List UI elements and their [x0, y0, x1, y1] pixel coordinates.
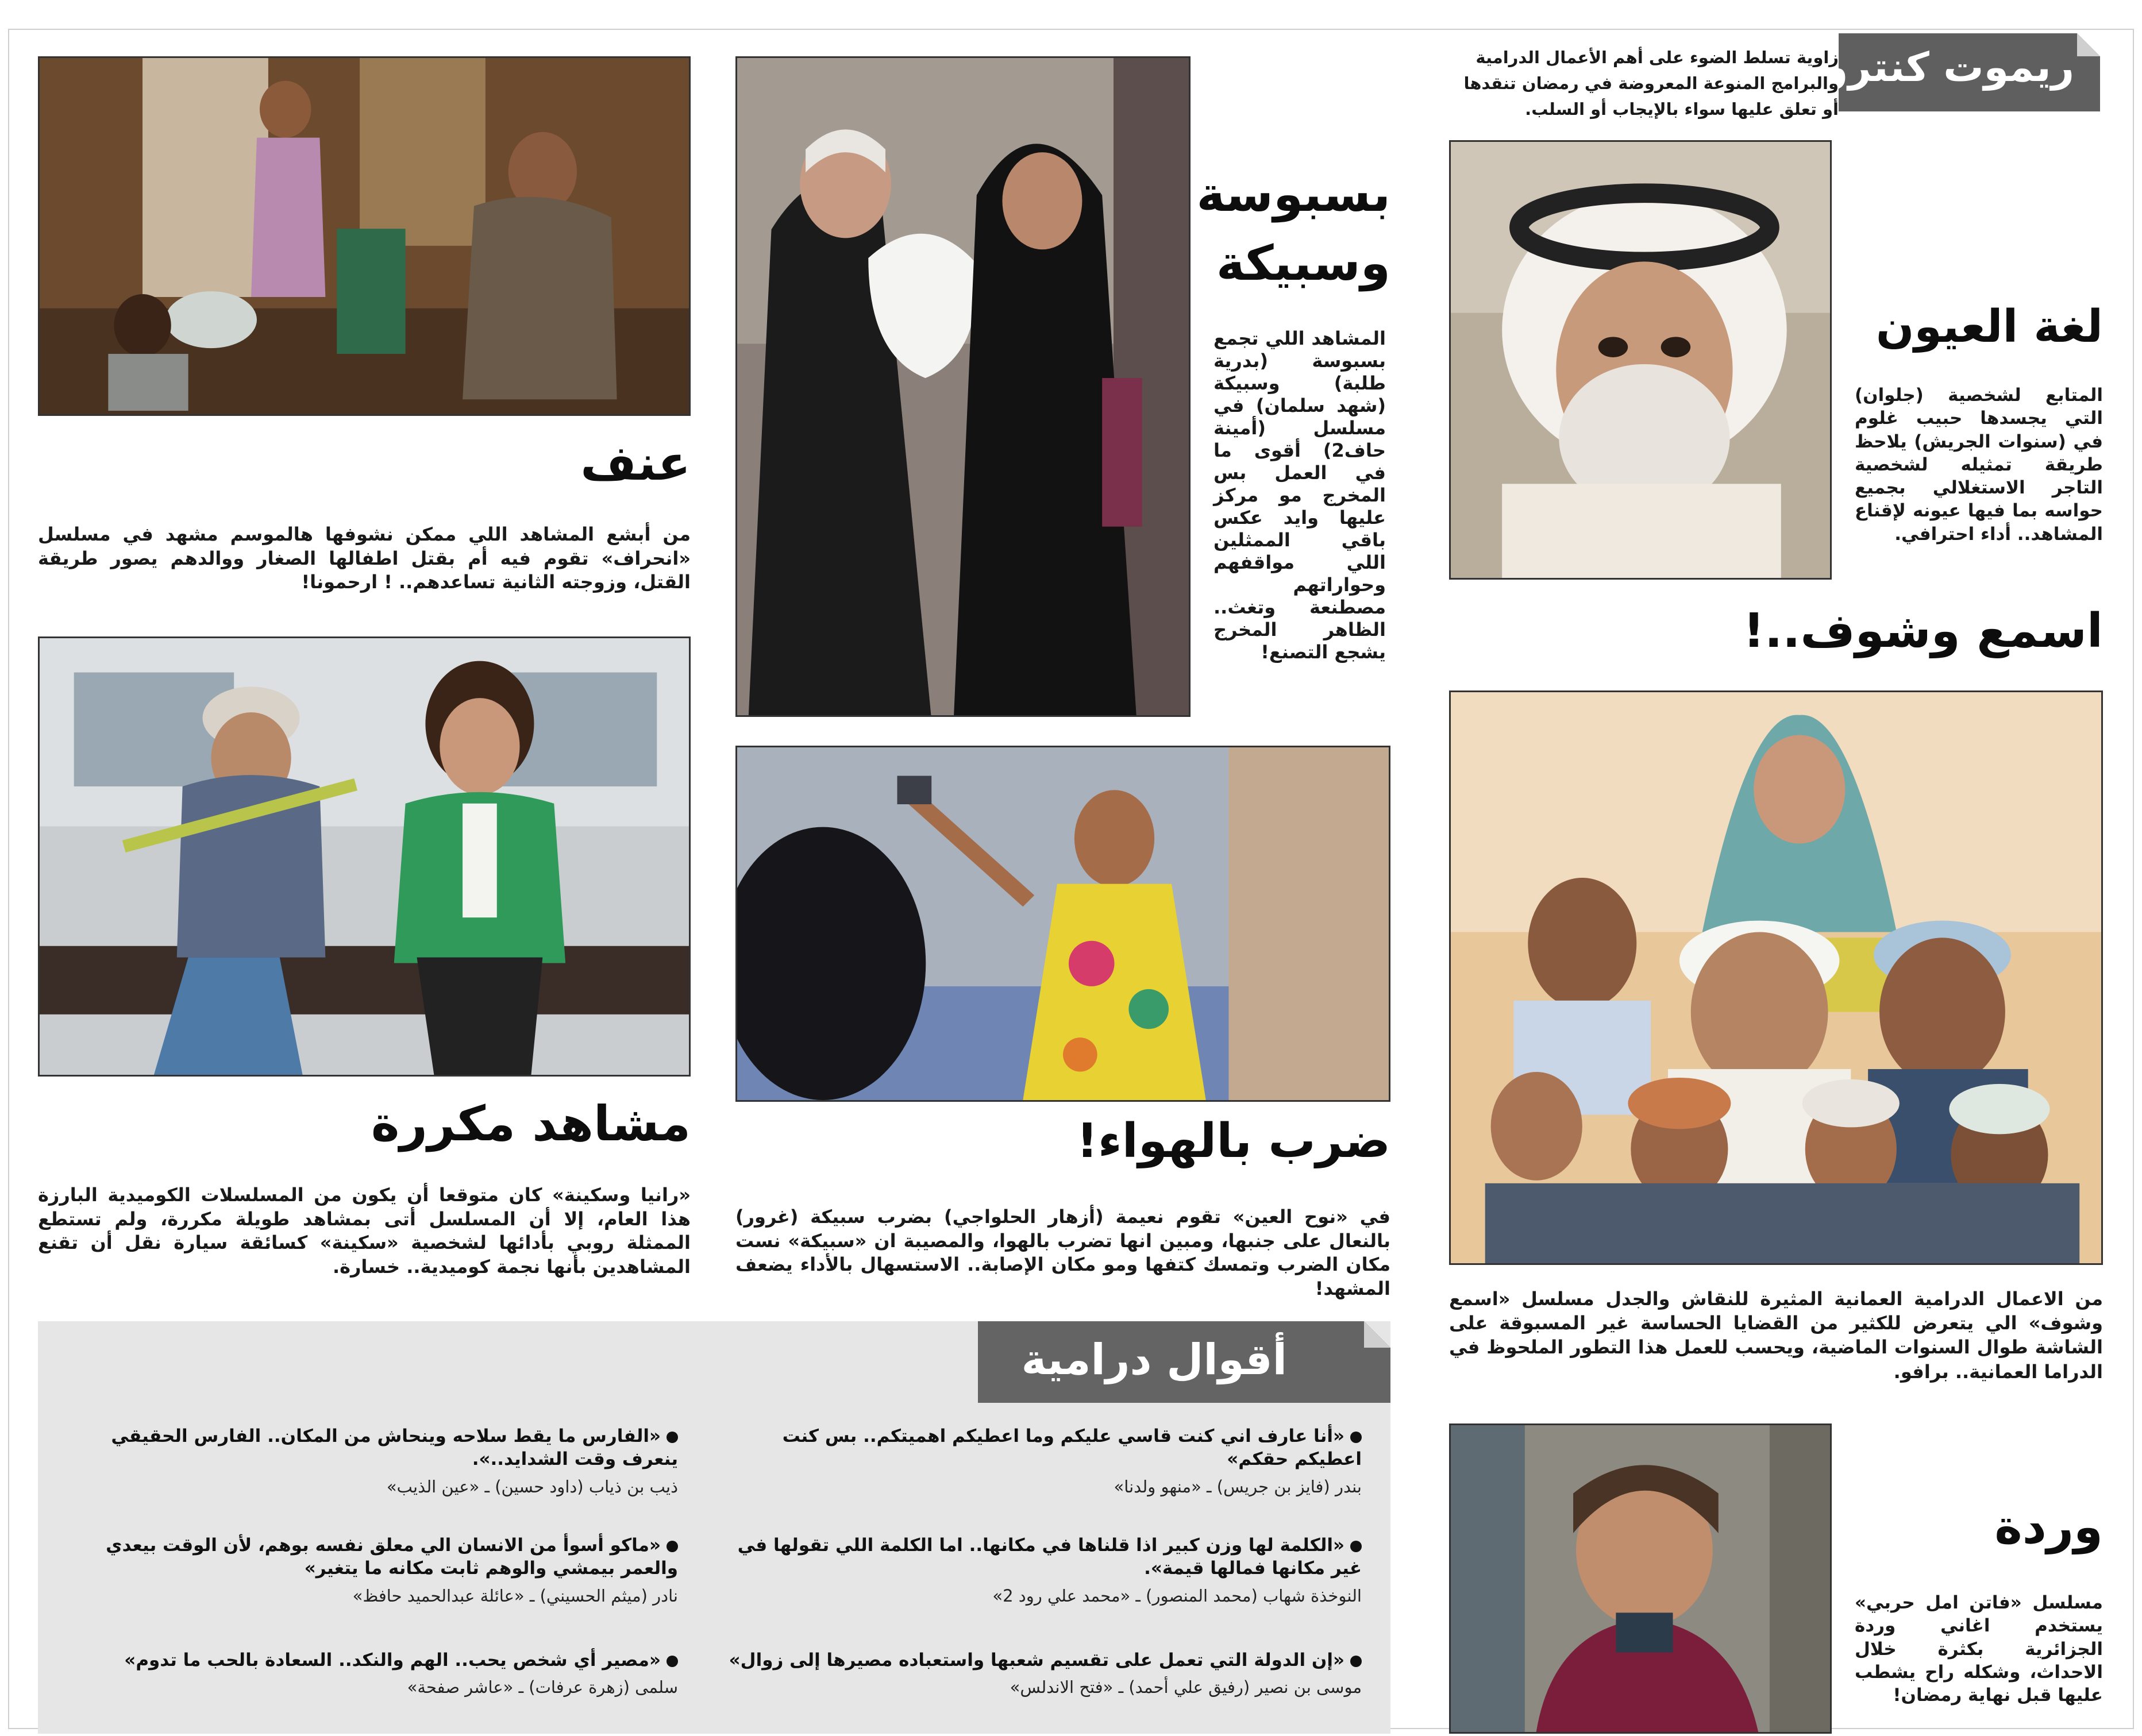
photo-violence-scene	[38, 56, 691, 416]
quotes-section-title: أقوال درامية	[1021, 1335, 1287, 1384]
bullet-icon	[1350, 1656, 1362, 1667]
quote-1-text: «أنا عارف اني كنت قاسي عليكم وما اعطيكم اهميتكم.. بس كنت اعطيكم حقكم»	[782, 1426, 1362, 1470]
quote-2	[57, 1425, 678, 1496]
article-violence-body: من أبشع المشاهد اللي ممكن نشوفها هالموسم مشهد في مسلسل «انحراف» تقوم فيه أم بقتل اطفالها الصغار ووالدهم يصور طريقة القتل، وزوجته الثانية تساعدهم.. ! ارحمونا!	[38, 523, 691, 593]
quote-2-source: ذيب بن ذياب (داود حسين) ـ «عين الذيب»	[386, 1476, 678, 1496]
section-intro: زاوية تسلط الضوء على أهم الأعمال الدرامية والبرامج المنوعة المعروضة في رمضان تنقدها أو تعلق عليها سواء بالإيجاب أو السلب.	[1463, 48, 1839, 119]
article-air-body: في «نوح العين» تقوم نعيمة (أزهار الحلواجي) بضرب سبيكة (غرور) بالنعال على جنبها، ومبين انها تضرب بالهوا، والمصيبة ان «سبيكة» نست مكان الضرب وتمسك كتفها ومو مكان الإصابة.. الاستسهال بالأداء يضعف المشهد!	[735, 1206, 1390, 1299]
article-eyes-title: لغة العيون	[1875, 301, 2103, 353]
quote-1	[718, 1425, 1362, 1496]
quote-6	[57, 1649, 678, 1697]
photo-rania-sakina	[38, 636, 691, 1077]
quote-4-text: «ماكو أسوأ من الانسان الي معلق نفسه بوهم، لأن الوقت بيعدي والعمر بيمشي والوهم ثابت مكانه ما يتغير»	[106, 1535, 678, 1579]
quote-1-source: بندر (فايز بن جريس) ـ «منهو ولدنا»	[1114, 1476, 1362, 1496]
quote-2-text: «الفارس ما يقط سلاحه وينحاش من المكان.. الفارس الحقيقي ينعرف وقت الشدايد..».	[111, 1426, 678, 1470]
article-basbousa-title-line1: بسبوسة	[1196, 166, 1390, 222]
quote-5-text: «إن الدولة التي تعمل على تقسيم شعبها واستعباده مصيرها إلى زوال»	[729, 1650, 1344, 1671]
bullet-icon	[1350, 1541, 1362, 1552]
quotes-section	[38, 1321, 1390, 1734]
section-title: ريموت كنترول	[1788, 44, 2074, 91]
article-basbousa-title-line2: وسبيكة	[1216, 235, 1390, 291]
section-header-tab	[1788, 33, 2100, 111]
quote-5	[718, 1649, 1362, 1697]
article-listen-body: من الاعمال الدرامية العمانية المثيرة للنقاش والجدل مسلسل «اسمع وشوف» الي يتعرض للكثير من القضايا الحساسة غير المسبوقة على الشاشة طوال السنوات الماضية، ويحسب للعمل هذا التطور الملحوظ في الدراما العمانية.. برافو.	[1449, 1288, 2103, 1383]
photo-listen-and-see-cast	[1449, 690, 2103, 1265]
article-eyes-body: المتابع لشخصية (جلوان) التي يجسدها حبيب غلوم في (سنوات الجريش) يلاحظ طريقة تمثيله لشخصية التاجر الاستغلالي بجميع حواسه بما فيها عيونه لإقناع المشاهد.. أداء احترافي.	[1855, 385, 2103, 545]
quote-5-source: موسى بن نصير (رفيق علي أحمد) ـ «فتح الاندلس»	[1010, 1677, 1362, 1698]
bullet-icon	[1350, 1432, 1362, 1443]
quote-4-source: نادر (ميثم الحسيني) ـ «عائلة عبدالحميد حافظ»	[352, 1585, 678, 1606]
bullet-icon	[667, 1432, 678, 1443]
article-repeated-body: «رانيا وسكينة» كان متوقعا أن يكون من المسلسلات الكوميدية البارزة هذا العام، إلا أن المسلسل أتى بمشاهد طويلة مكررة، ولم تستطع الممثلة روبي بأدائها لشخصية «سكينة» كسائقة سيارة نقل أن تقنع المشاهدين بأنها نجمة كوميدية.. خسارة.	[38, 1184, 691, 1278]
photo-habib-ghuloom	[1449, 140, 1832, 580]
quote-3-source: النوخذة شهاب (محمد المنصور) ـ «محمد علي رود 2»	[992, 1585, 1362, 1606]
article-warda-title: وردة	[1994, 1500, 2103, 1554]
photo-warda-woman	[1449, 1423, 1832, 1734]
bullet-icon	[667, 1541, 678, 1552]
article-warda-body: مسلسل «فاتن امل حربي» يستخدم اغاني وردة الجزائرية بكثرة خلال الاحداث، وشكله راح يشطب عليها قبل نهاية رمضان!	[1855, 1592, 2103, 1706]
quotes-section-tab	[978, 1321, 1390, 1403]
bullet-icon	[667, 1656, 678, 1667]
photo-air-strike-scene	[735, 746, 1390, 1102]
article-violence-title: عنف	[580, 435, 691, 491]
quote-3	[718, 1534, 1362, 1606]
article-basbousa-body: المشاهد اللي تجمع بسبوسة (بدرية طلبة) وسبيكة (شهد سلمان) في مسلسل (أمينة حاف2) أقوى ما في العمل بس المخرج مو مركز عليها وايد عكس باقي الممثلين اللي مواقفهم وحواراتهم مصطنعة وتغث.. الظاهر المخرج يشجع التصنع!	[1213, 327, 1386, 663]
quote-4	[57, 1534, 678, 1606]
quote-3-text: «الكلمة لها وزن كبير اذا قلناها في مكانها.. اما الكلمة اللي تقولها في غير مكانها فمالها قيمة».	[737, 1535, 1362, 1579]
photo-basbousa-sabeeka	[735, 56, 1191, 717]
quote-6-text: «مصير أي شخص يحب.. الهم والنكد.. السعادة بالحب ما تدوم»	[124, 1650, 661, 1671]
article-air-title: ضرب بالهواء!	[1076, 1114, 1390, 1168]
article-repeated-title: مشاهد مكررة	[371, 1095, 691, 1152]
quote-6-source: سلمى (زهرة عرفات) ـ «عاشر صفحة»	[407, 1677, 678, 1698]
article-listen-title: اسمع وشوف..!	[1743, 604, 2103, 658]
